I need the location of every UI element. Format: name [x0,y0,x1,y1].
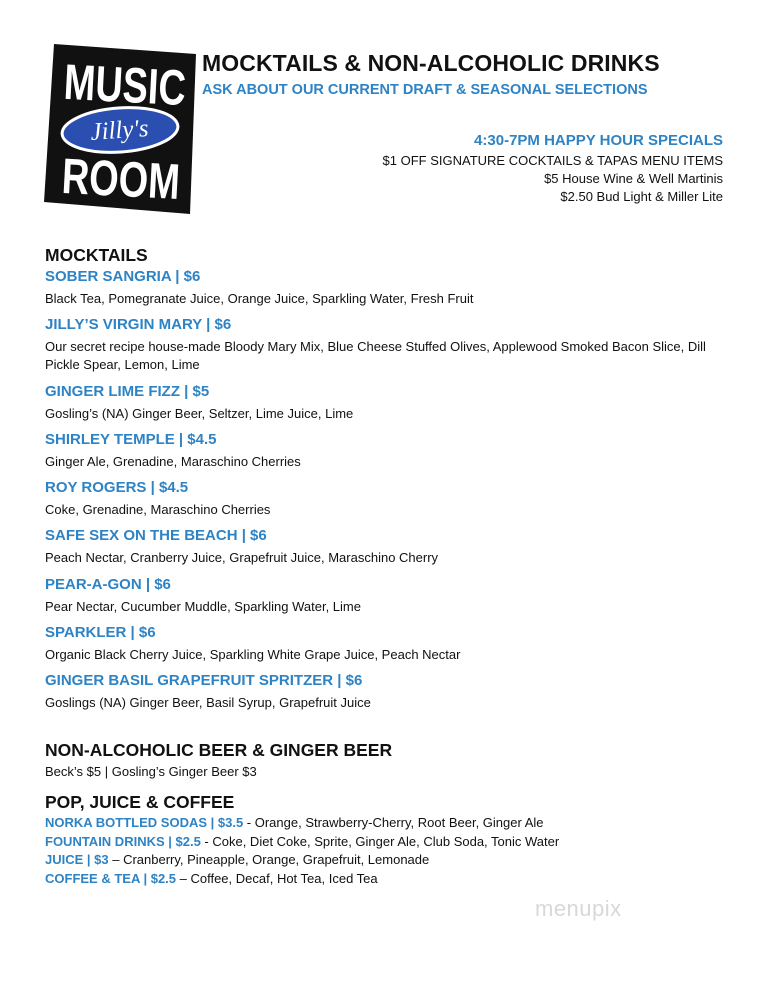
menu-item [45,575,735,616]
menu-item-desc: Gosling’s (NA) Ginger Beer, Seltzer, Lime Juice, Lime [45,406,354,421]
mocktails-heading: MOCKTAILS [45,245,148,265]
pop-line [45,815,544,830]
happy-hour-line: $2.50 Bud Light & Miller Lite [560,189,723,204]
pop-line-text: - Coke, Diet Coke, Sprite, Ginger Ale, Club Soda, Tonic Water [200,834,560,849]
menu-item-name: SHIRLEY TEMPLE | $4.5 [45,431,217,448]
pop-line-label: COFFEE & TEA | $2.5 [45,871,177,886]
logo-script-text: Jilly's [89,115,150,147]
logo-music-text: MUSIC [62,53,227,119]
pop-line-label: JUICE | $3 [45,852,109,867]
menu-item [45,671,735,712]
menu-item [45,267,735,308]
pop-line-text: – Cranberry, Pineapple, Orange, Grapefruit, Lemonade [108,852,430,867]
pop-line-label: NORKA BOTTLED SODAS | $3.5 [45,815,244,830]
happy-hour-line: $5 House Wine & Well Martinis [544,171,723,186]
pop-line-text: - Orange, Strawberry-Cherry, Root Beer, Ginger Ale [243,815,544,830]
menu-item-desc: Organic Black Cherry Juice, Sparkling White Grape Juice, Peach Nectar [45,647,461,662]
menu-item [45,526,735,567]
page-title: MOCKTAILS & NON-ALCOHOLIC DRINKS [202,50,660,76]
menu-item-desc: Pear Nectar, Cucumber Muddle, Sparkling Water, Lime [45,599,361,614]
menupix-watermark: menupix [535,896,622,921]
menu-item-name: SOBER SANGRIA | $6 [45,268,201,285]
menu-item-desc: Ginger Ale, Grenadine, Maraschino Cherries [45,454,301,469]
menu-item-name: SPARKLER | $6 [45,624,156,641]
menu-item-desc: Black Tea, Pomegranate Juice, Orange Juice, Sparkling Water, Fresh Fruit [45,291,474,306]
happy-hour-title: 4:30-7PM HAPPY HOUR SPECIALS [474,132,723,149]
pop-line-label: FOUNTAIN DRINKS | $2.5 [45,834,201,849]
happy-hour-block [383,130,723,206]
menu-item-desc: Our secret recipe house-made Bloody Mary Mix, Blue Cheese Stuffed Olives, Applewood Smoked Bacon Slice, Dill Pickle Spear, Lemon, Lime [45,339,706,372]
menu-item-name: ROY ROGERS | $4.5 [45,479,189,496]
menu-item-desc: Coke, Grenadine, Maraschino Cherries [45,502,271,517]
pop-line-text: – Coffee, Decaf, Hot Tea, Iced Tea [176,871,378,886]
menu-item-name: JILLY’S VIRGIN MARY | $6 [45,316,232,333]
menu-item [45,315,735,374]
pop-heading: POP, JUICE & COFFEE [45,792,235,812]
menu-item-desc: Peach Nectar, Cranberry Juice, Grapefruit Juice, Maraschino Cherry [45,550,439,565]
menu-item [45,623,735,664]
logo-room-text: ROOM [60,147,219,213]
menu-item-name: PEAR-A-GON | $6 [45,576,171,593]
menu-item-name: GINGER BASIL GRAPEFRUIT SPRITZER | $6 [45,672,363,689]
pop-line [45,852,429,867]
menu-item-name: GINGER LIME FIZZ | $5 [45,383,210,400]
menu-item-desc: Goslings (NA) Ginger Beer, Basil Syrup, Grapefruit Juice [45,695,371,710]
na-beer-heading: NON-ALCOHOLIC BEER & GINGER BEER [45,740,393,760]
na-beer-text: Beck’s $5 | Gosling’s Ginger Beer $3 [45,764,257,779]
menu-item-name: SAFE SEX ON THE BEACH | $6 [45,527,267,544]
pop-line [45,871,378,886]
page-subtitle: ASK ABOUT OUR CURRENT DRAFT & SEASONAL SELECTIONS [202,82,648,98]
menu-item [45,382,735,423]
logo-graphic [44,44,227,214]
happy-hour-line: $1 OFF SIGNATURE COCKTAILS & TAPAS MENU ITEMS [382,153,723,168]
menu-item [45,430,735,471]
menu-item [45,478,735,519]
music-room-logo [44,44,227,214]
pop-line [45,834,559,849]
